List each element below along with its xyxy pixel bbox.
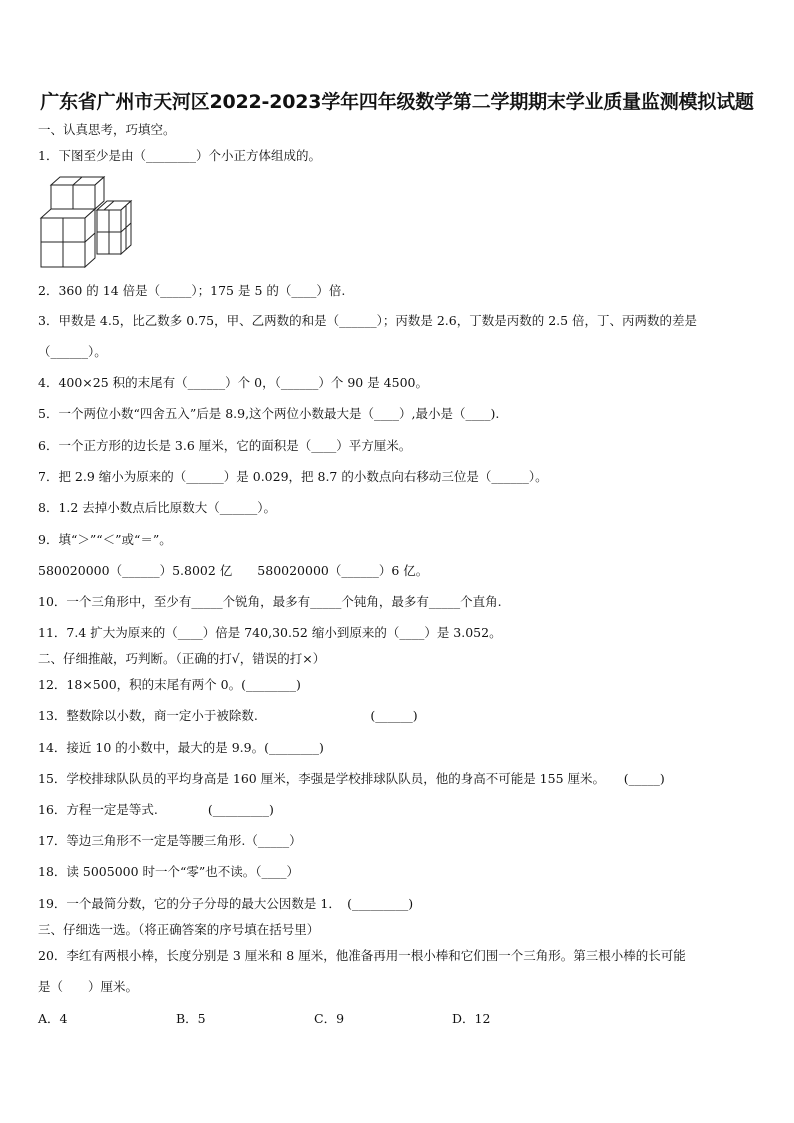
question-3-continued: （______）。 (38, 344, 107, 359)
cube-stack-figure (38, 176, 136, 268)
question-16: 16．方程一定是等式. (_________) (38, 802, 274, 817)
question-10: 10．一个三角形中，至少有_____个锐角，最多有_____个钝角，最多有_____个直角. (38, 594, 502, 609)
question-20: 20．李红有两根小棒，长度分别是 3 厘米和 8 厘米，他准备再用一根小棒和它们围一个三角形。第三根小棒的长可能 (38, 948, 686, 963)
question-20-continued: 是（ ）厘米。 (38, 979, 139, 994)
question-7: 7．把 2.9 缩小为原来的（______）是 0.029，把 8.7 的小数点向右移动三位是（______）。 (38, 469, 548, 484)
section-heading-1: 一、认真思考，巧填空。 (38, 122, 176, 137)
question-18: 18．读 5005000 时一个“零”也不读。（____） (38, 864, 300, 879)
question-12: 12．18×500，积的末尾有两个 0。(________) (38, 677, 301, 692)
question-2: 2．360 的 14 倍是（_____）；175 是 5 的（____）倍. (38, 283, 346, 298)
section-heading-2: 二、仔细推敲，巧判断。（正确的打√，错误的打×） (38, 651, 326, 666)
question-9-items: 580020000（______）5.8002 亿 580020000（______）6 亿。 (38, 563, 429, 578)
question-14: 14．接近 10 的小数中，最大的是 9.9。(________) (38, 740, 324, 755)
question-1: 1．下图至少是由（________）个小正方体组成的。 (38, 148, 321, 163)
question-4: 4．400×25 积的末尾有（______）个 0，（______）个 90 是 4500。 (38, 375, 428, 390)
question-8: 8．1.2 去掉小数点后比原数大（______）。 (38, 500, 277, 515)
question-3: 3．甲数是 4.5，比乙数多 0.75，甲、乙两数的和是（______）；丙数是 2.6，丁数是丙数的 2.5 倍，丁、丙两数的差是 (38, 313, 698, 328)
option-a: A．4 (38, 1011, 68, 1026)
question-11: 11．7.4 扩大为原来的（____）倍是 740,30.52 缩小到原来的（____）是 3.052。 (38, 625, 502, 640)
option-d: D．12 (452, 1011, 491, 1026)
section-heading-3: 三、仔细选一选。（将正确答案的序号填在括号里） (38, 922, 320, 937)
question-19: 19．一个最简分数，它的分子分母的最大公因数是 1． (_________) (38, 896, 414, 911)
question-9: 9．填“＞”“＜”或“＝”。 (38, 532, 172, 547)
question-5: 5．一个两位小数“四舍五入”后是 8.9,这个两位小数最大是（____）,最小是（____). (38, 406, 500, 421)
question-13: 13．整数除以小数，商一定小于被除数. (______) (38, 708, 418, 723)
question-15: 15．学校排球队队员的平均身高是 160 厘米，李强是学校排球队队员，他的身高不可能是 155 厘米。 (_____) (38, 771, 665, 786)
question-17: 17．等边三角形不一定是等腰三角形.（_____） (38, 833, 302, 848)
option-c: C．9 (314, 1011, 345, 1026)
option-b: B．5 (176, 1011, 206, 1026)
question-6: 6．一个正方形的边长是 3.6 厘米，它的面积是（____）平方厘米。 (38, 438, 412, 453)
page-title: 广东省广州市天河区2022-2023学年四年级数学第二学期期末学业质量监测模拟试题 (40, 91, 754, 113)
